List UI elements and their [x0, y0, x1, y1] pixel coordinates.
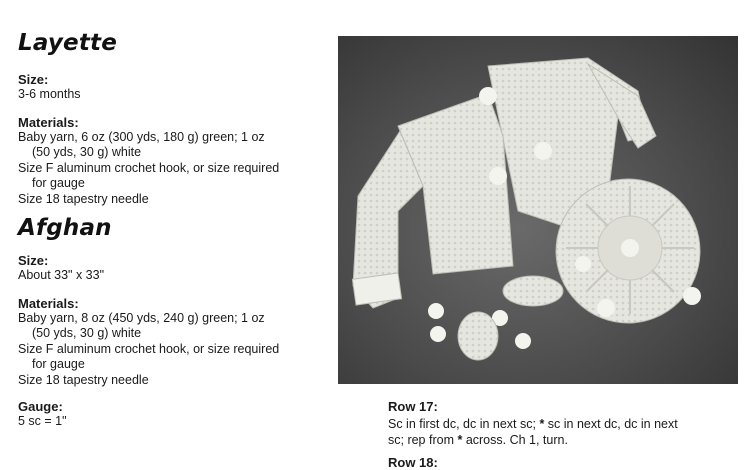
pompom: [489, 167, 507, 185]
afghan-gauge-value: 5 sc = 1": [18, 414, 67, 428]
layette-material-line: (50 yds, 30 g) white: [32, 145, 142, 159]
afghan-size-value: About 33" x 33": [18, 268, 105, 282]
row-18-label: Row 18:: [388, 455, 438, 470]
row-17-text-part: sc; rep from: [388, 433, 458, 447]
afghan-material-line: (50 yds, 30 g) white: [32, 326, 142, 340]
afghan-material-line: for gauge: [32, 357, 85, 371]
layette-size-label: Size:: [18, 72, 49, 87]
layette-material-line: Size F aluminum crochet hook, or size required: [18, 160, 280, 175]
repeat-star: *: [539, 417, 545, 431]
afghan-size-label: Size:: [18, 253, 49, 268]
pompom: [479, 87, 497, 105]
repeat-star: *: [457, 433, 463, 447]
row-17-text-part: sc in next dc, dc in next: [544, 417, 678, 431]
afghan-material-line: Baby yarn, 8 oz (450 yds, 240 g) green; 1 oz: [18, 310, 265, 325]
row-17-text-part: across. Ch 1, turn.: [462, 433, 568, 447]
layette-material-line: for gauge: [32, 176, 85, 190]
pompom: [683, 287, 701, 305]
afghan-gauge-label: Gauge:: [18, 399, 63, 414]
instructions-row-17: [388, 399, 740, 448]
row-17-text: [388, 416, 740, 448]
afghan-materials-label: Materials:: [18, 295, 79, 311]
afghan-material-line: Size F aluminum crochet hook, or size required: [18, 341, 280, 356]
pompom: [597, 299, 615, 317]
pompom: [428, 303, 444, 319]
row-17-text-part: Sc in first dc, dc in next sc;: [388, 417, 540, 431]
layette-photo-illustration: [338, 36, 738, 384]
bootie: [503, 276, 563, 306]
pompom: [534, 142, 552, 160]
afghan-material-line: Size 18 tapestry needle: [18, 372, 149, 387]
row-17-label: Row 17:: [388, 399, 438, 414]
pompom: [430, 326, 446, 342]
afghan-title: Afghan: [18, 215, 112, 241]
pompom: [621, 239, 639, 257]
layette-title: Layette: [18, 30, 118, 56]
pompom: [575, 256, 591, 272]
pompom: [515, 333, 531, 349]
layette-size-value: 3-6 months: [18, 87, 81, 101]
layette-materials-label: Materials:: [18, 114, 79, 130]
layette-photo: [338, 36, 738, 384]
pattern-specs: [18, 30, 338, 430]
mitten: [458, 312, 498, 360]
layette-material-line: Baby yarn, 6 oz (300 yds, 180 g) green; 1 oz: [18, 129, 265, 144]
layette-material-line: Size 18 tapestry needle: [18, 191, 149, 206]
